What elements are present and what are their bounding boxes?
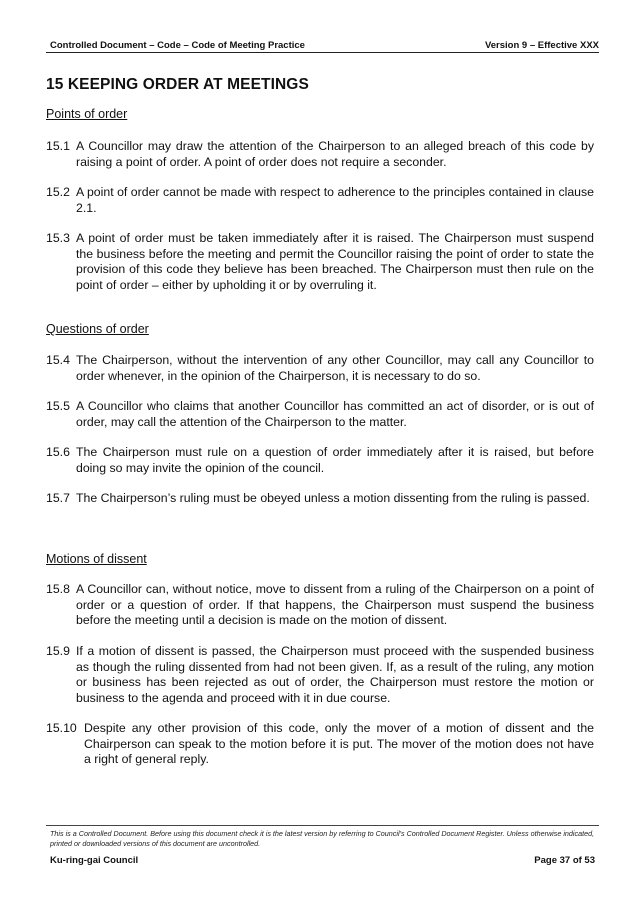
clause-15-2 (46, 185, 594, 216)
header-document-title: Controlled Document – Code – Code of Meeting Practice (50, 40, 305, 51)
clause-number: 15.9 (46, 644, 70, 658)
footer-organisation: Ku-ring-gai Council (50, 855, 139, 866)
subheading-motions-of-dissent: Motions of dissent (46, 552, 147, 566)
clause-text: If a motion of dissent is passed, the Chairperson must proceed with the suspended business as though the ruling dissented from had not been given. If, as a result of the ruling, any motion or business has been rejected as out of order, the Chairperson must restore the motion or business to the agenda and proceed with it in due course. (76, 644, 594, 705)
clause-15-5 (46, 399, 594, 430)
clause-number: 15.7 (46, 491, 70, 505)
clause-text: A point of order must be taken immediately after it is raised. The Chairperson must suspend the business before the meeting and permit the Councillor raising the point of order to state the provision of this code they believe has been breached. The Chairperson must then rule on the point of order – either by upholding it or by overruling it. (76, 231, 594, 292)
header-version: Version 9 – Effective XXX (484, 40, 599, 51)
clause-15-3 (46, 231, 594, 293)
clause-15-9 (46, 644, 594, 706)
clause-text: The Chairperson must rule on a question of order immediately after it is raised, but before doing so may invite the opinion of the council. (76, 445, 594, 475)
footer-divider (46, 825, 599, 826)
clause-number: 15.8 (46, 582, 70, 596)
clause-number: 15.10 (46, 721, 77, 735)
clause-number: 15.5 (46, 399, 70, 413)
clause-text: A Councillor may draw the attention of the Chairperson to an alleged breach of this code by raising a point of order. A point of order does not require a seconder. (76, 139, 594, 169)
clause-number: 15.2 (46, 185, 70, 199)
clause-number: 15.3 (46, 231, 70, 245)
clause-number: 15.4 (46, 353, 70, 367)
subheading-points-of-order: Points of order (46, 107, 128, 121)
clause-15-1 (46, 139, 594, 170)
page-number: Page 37 of 53 (534, 855, 595, 866)
clause-text: A Councillor who claims that another Councillor has committed an act of disorder, or is out of order, may call the attention of the Chairperson to the matter. (76, 399, 594, 429)
clause-15-6 (46, 445, 594, 476)
clause-text: Despite any other provision of this code, only the mover of a motion of dissent and the Chairperson can speak to the motion before it is put. The mover of the motion does not have a right of general reply. (84, 721, 594, 767)
clause-15-10 (46, 721, 594, 768)
clause-15-4 (46, 353, 594, 384)
clause-number: 15.6 (46, 445, 70, 459)
clause-15-8 (46, 582, 594, 629)
controlled-document-disclaimer: This is a Controlled Document. Before using this document check it is the latest version by referring to Council’s Controlled Document Register. Unless otherwise indicated, printed or downloaded versions of this document are uncontrolled. (50, 829, 595, 848)
page-header (46, 38, 599, 53)
section-title: 15 KEEPING ORDER AT MEETINGS (46, 76, 309, 93)
subheading-questions-of-order: Questions of order (46, 322, 149, 336)
clause-text: A Councillor can, without notice, move to dissent from a ruling of the Chairperson on a point of order or a question of order. If that happens, the Chairperson must suspend the business before the meeting until a decision is made on the motion of dissent. (76, 582, 594, 628)
clause-text: The Chairperson, without the intervention of any other Councillor, may call any Councillor to order whenever, in the opinion of the Chairperson, it is necessary to do so. (76, 353, 594, 383)
clause-text: The Chairperson’s ruling must be obeyed unless a motion dissenting from the ruling is passed. (76, 491, 590, 505)
clause-text: A point of order cannot be made with respect to adherence to the principles contained in clause 2.1. (76, 185, 594, 215)
clause-15-7 (46, 491, 594, 507)
page-footer (50, 855, 595, 866)
clause-number: 15.1 (46, 139, 70, 153)
